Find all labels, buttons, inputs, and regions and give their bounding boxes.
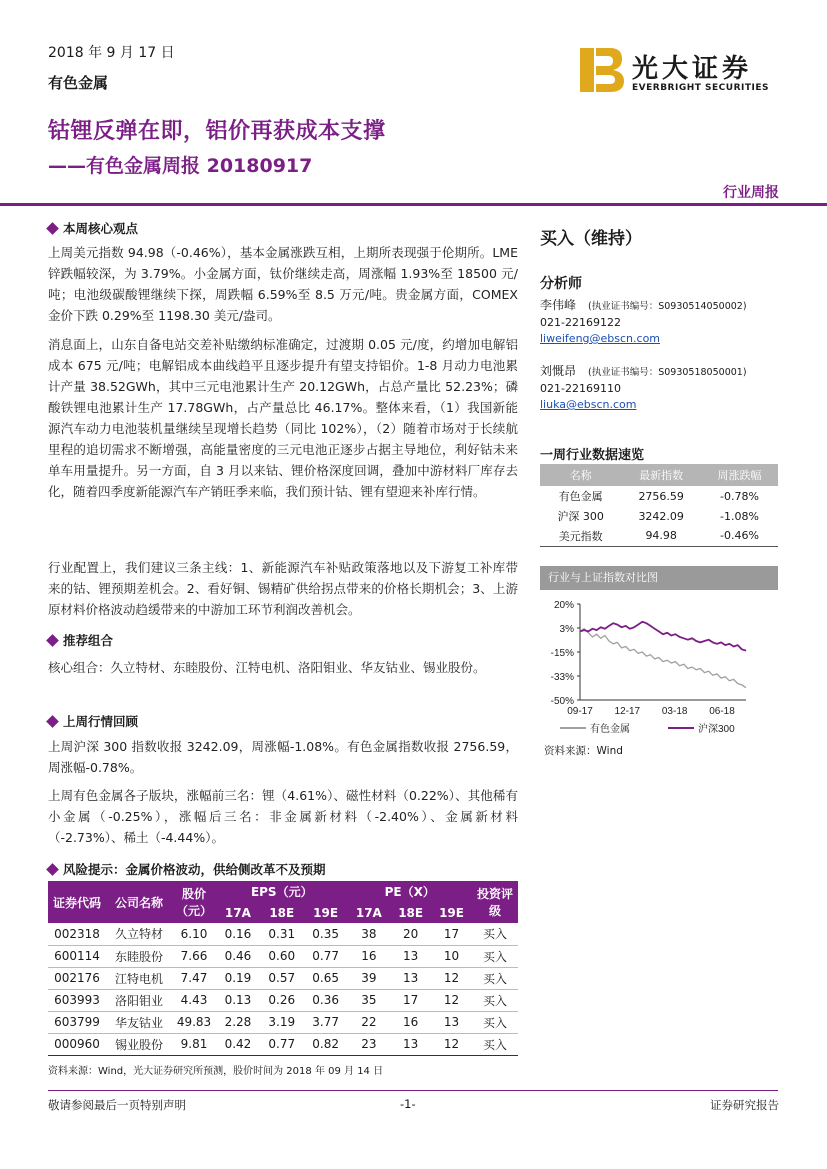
header-pe-18e: 18E	[390, 902, 431, 923]
header-code: 证券代码	[48, 881, 106, 923]
table-row: 有色金属 2756.59 -0.78%	[558, 489, 759, 503]
table-row: 603993 洛阳钼业 4.43 0.13 0.26 0.36 35 17 12 买入	[48, 989, 518, 1011]
core-view-paragraph-2: 消息面上，山东自备电站交差补贴缴纳标准确定，过渡期 0.05 元/度，约增加电解铝成本 675 元/吨；电解铝成本曲线趋平且逐步提升有望支持铝价。1-8 月动力电池累计产量 38.52GWh，其中三元电池累计生产 20.12GWh，占总产量比 52.23%；磷酸铁锂电池累计生产 17.78GWh，占产量总比 46.17%。整体来看，（1）我国新能源汽车动力电池装机量继续呈现增长趋势（同比 102%），（2）随着市场对于长续航里程的追切需求不断增强，高能量密度的三元电池正逐步占据主导地位，利好钴未来单车用量提升。另一方面，自 3 月以来钴、锂价格深度回调，叠加中游材料厂库存去化，随着四季度新能源汽车产销旺季来临，我们预计钴、锂有望迎来补库行情。	[48, 337, 518, 499]
analyst-email-link[interactable]: liweifeng@ebscn.com	[540, 332, 661, 345]
header-eps-17a: 17A	[216, 902, 260, 923]
analyst-name: 刘慨昂	[540, 364, 577, 378]
section-risk-heading: 风险提示：金属价格波动，供给侧改革不及预期	[48, 860, 326, 878]
table-row: 沪深 300 3242.09 -1.08%	[557, 509, 759, 523]
sector-label: 有色金属	[48, 74, 109, 92]
footer-report-label: 证券研究报告	[710, 1098, 779, 1112]
everbright-logo-icon	[580, 48, 624, 92]
table-row: 002318 久立特材 6.10 0.16 0.31 0.35 38 20 17 买入	[48, 923, 518, 945]
header-price: 股价（元）	[172, 881, 216, 923]
y-tick-label: -15%	[550, 648, 574, 659]
footer-divider	[48, 1090, 778, 1091]
table-row: 603799 华友钴业 49.83 2.28 3.19 3.77 22 16 13 买入	[48, 1011, 518, 1033]
comparison-line-chart	[540, 594, 778, 739]
market-header-name: 名称	[540, 464, 621, 486]
table-row: 000960 锡业股份 9.81 0.42 0.77 0.82 23 13 12 买入	[48, 1033, 518, 1055]
report-title: 钴锂反弹在即，铝价再获成本支撑	[48, 119, 386, 144]
header-pe: PE（X）	[348, 881, 472, 902]
review-paragraph-2: 上周有色金属各子版块，涨幅前三名：锂（4.61%）、磁性材料（0.22%）、其他稀有小金属（-0.25%），涨幅后三名：非金属新材料（-2.40%）、金属新材料（-2.73%）、稀土（-4.44%）。	[48, 788, 518, 845]
core-view-paragraph-3: 行业配置上，我们建议三条主线：1、新能源汽车补贴政策落地以及下游复工补库带来的钴、锂预期差机会。2、看好铜、锡精矿供给拐点带来的价格长期机会；3、上游原材料价格波动趋缓带来的中游加工环节利润改善机会。	[48, 560, 518, 617]
page-number: -1-	[400, 1097, 416, 1111]
series-line-nonferrous	[580, 629, 746, 688]
x-tick-label: 09-17	[567, 706, 593, 717]
section-portfolio-heading: 推荐组合	[48, 631, 113, 649]
core-view-paragraph-1: 上周美元指数 94.98（-0.46%），基本金属涨跌互相，上期所表现强于伦期所。LME 锌跌幅较深，为 3.79%。小金属方面，钛价继续走高，周涨幅 1.93%至 18500 元/吨；电池级碳酸锂继续下探，周跌幅 6.59%至 8.5 万元/吨。贵金属方面，COMEX 金价下跌 0.29%至 1198.30 美元/盎司。	[48, 245, 518, 323]
analyst-cert: (执业证书编号：S0930518050001)	[588, 367, 747, 378]
header-pe-17a: 17A	[348, 902, 391, 923]
footer-disclaimer: 敬请参阅最后一页特别声明	[48, 1098, 186, 1112]
rating-label: 买入（维持）	[540, 229, 642, 249]
x-tick-label: 06-18	[709, 706, 735, 717]
chart-source: 资料来源：Wind	[544, 745, 623, 757]
stock-recommendation-table	[48, 881, 518, 1056]
logo-english-name: EVERBRIGHT SECURITIES	[632, 83, 769, 93]
portfolio-text: 核心组合：久立特材、东睦股份、江特电机、洛阳钼业、华友钴业、锡业股份。	[48, 660, 486, 675]
x-tick-label: 12-17	[614, 706, 641, 717]
table-source-note: 资料来源：Wind，光大证券研究所预测，股价时间为 2018 年 09 月 14 日	[48, 1066, 384, 1077]
analyst-phone: 021-22169110	[540, 382, 621, 395]
analyst-card	[540, 363, 747, 413]
table-row: 美元指数 94.98 -0.46%	[540, 526, 778, 546]
y-tick-label: 20%	[553, 600, 574, 611]
diamond-bullet-icon	[46, 634, 59, 647]
section-core-view-heading: 本周核心观点	[48, 219, 138, 237]
market-header-index: 最新指数	[621, 464, 701, 486]
report-date: 2018 年 9 月 17 日	[48, 45, 175, 61]
header-divider	[0, 203, 827, 206]
header-eps-19e: 19E	[304, 902, 348, 923]
y-tick-label: 3%	[559, 624, 574, 635]
analyst-name: 李伟峰	[540, 298, 577, 312]
market-data-heading: 一周行业数据速览	[540, 448, 645, 463]
table-row: 002176 江特电机 7.47 0.19 0.57 0.65 39 13 12 买入	[48, 967, 518, 989]
x-tick-label: 03-18	[661, 706, 688, 717]
chart-heading: 行业与上证指数对比图	[540, 566, 778, 590]
header-name: 公司名称	[106, 881, 172, 923]
y-tick-label: -50%	[550, 696, 574, 707]
market-header-change: 周涨跌幅	[701, 464, 778, 486]
report-subtitle: ——有色金属周报 20180917	[48, 155, 313, 177]
diamond-bullet-icon	[46, 222, 59, 235]
logo-chinese-name: 光大证券	[632, 54, 753, 84]
y-tick-label: -33%	[550, 672, 574, 683]
header-pe-19e: 19E	[431, 902, 472, 923]
legend-label: 有色金属	[590, 724, 630, 735]
analyst-card	[540, 297, 747, 347]
legend-label: 沪深300	[698, 724, 735, 735]
diamond-bullet-icon	[46, 863, 59, 876]
section-review-heading: 上周行情回顾	[48, 712, 138, 730]
analysts-heading: 分析师	[540, 276, 582, 292]
review-paragraph-1: 上周沪深 300 指数收报 3242.09，周涨幅-1.08%。有色金属指数收报 2756.59，周涨幅-0.78%。	[48, 739, 518, 775]
report-type: 行业周报	[723, 185, 779, 201]
diamond-bullet-icon	[46, 715, 59, 728]
table-row: 600114 东睦股份 7.66 0.46 0.60 0.77 16 13 10 买入	[48, 945, 518, 967]
analyst-phone: 021-22169122	[540, 316, 621, 329]
header-eps-18e: 18E	[260, 902, 304, 923]
header-eps: EPS（元）	[216, 881, 348, 902]
analyst-email-link[interactable]: liuka@ebscn.com	[540, 398, 637, 411]
analyst-cert: (执业证书编号：S0930514050002)	[588, 301, 747, 312]
market-data-table	[540, 464, 778, 547]
header-rating: 投资评级	[472, 881, 518, 923]
